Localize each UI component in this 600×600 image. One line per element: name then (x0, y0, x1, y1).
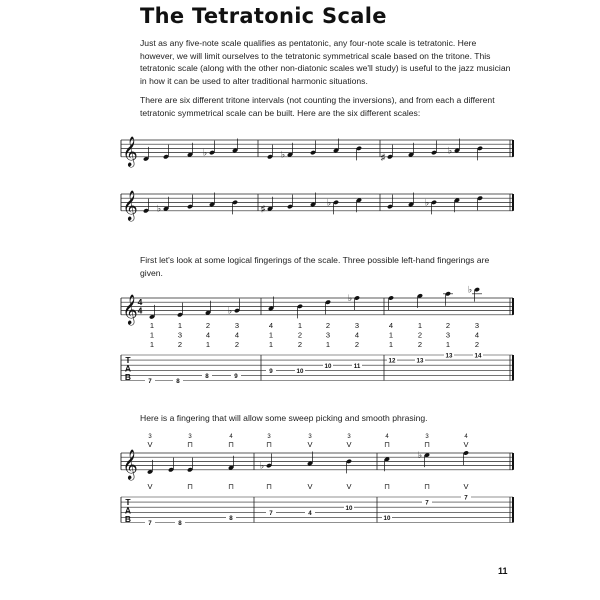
downstroke-mark: ⊓ (384, 482, 390, 491)
tab-fret-number: 13 (445, 352, 453, 360)
flat-sign: ♭ (259, 460, 265, 471)
finger-number: 3 (188, 434, 192, 440)
sharp-sign: ♯ (260, 203, 266, 214)
fingering-number: 1 (297, 321, 303, 330)
fingering-number: 3 (234, 321, 240, 330)
fingering-number: 1 (177, 321, 183, 330)
tab-fret-number: 10 (324, 362, 332, 370)
flat-sign: ♭ (326, 197, 332, 208)
tab-fret-number: 10 (345, 504, 353, 512)
upstroke-mark: V (307, 440, 313, 449)
flat-sign: ♭ (202, 147, 208, 158)
tab-fret-number: 9 (234, 373, 238, 380)
intro-paragraph: Just as any five-note scale qualifies as pentatonic, any four-note scale is tetratonic. Here however, we will limit ourselves to the tetratonic symmetrical scale based on the tritone. This tetratonic scale (along with the other non-diatonic scales we'll study) is useful to the jazz musician in how it can be used to alter traditional harmonic situations. (140, 38, 511, 86)
fingering-number: 2 (234, 340, 240, 349)
flat-sign: ♭ (447, 145, 453, 156)
flat-sign: ♭ (156, 203, 162, 214)
finger-number: 3 (267, 434, 271, 440)
tab-fret-number: 7 (464, 494, 468, 502)
tab-letter: A (124, 505, 132, 516)
page-number: 11 (498, 566, 508, 576)
tab-fret-number: 7 (269, 509, 273, 517)
flat-sign: ♭ (467, 284, 473, 295)
finger-number: 4 (229, 434, 233, 440)
tab-fret-number: 11 (353, 362, 361, 370)
tab-fret-number: 9 (269, 367, 273, 375)
finger-number: 3 (148, 434, 152, 440)
fingering-number: 2 (354, 340, 360, 349)
fingering-number: 1 (149, 340, 155, 349)
fingering-number: 4 (354, 330, 360, 340)
finger-number: 3 (425, 434, 429, 440)
tab-fret-number: 7 (425, 499, 429, 507)
fingering-number: 3 (177, 330, 183, 340)
six-scales-paragraph: There are six different tritone intervals (not counting the inversions), and from each a different tetratonic symmetrical scale can be built. Here are the six different scales: (140, 95, 495, 118)
tab-fret-number: 8 (178, 520, 182, 528)
finger-number: 3 (347, 434, 351, 440)
fingering-number: 4 (474, 330, 480, 340)
upstroke-mark: V (463, 482, 469, 491)
fingering-number: 4 (234, 330, 240, 340)
fingering-number: 2 (297, 340, 303, 349)
tab-fret-number: 4 (308, 509, 312, 517)
upstroke-mark: V (346, 482, 352, 491)
tab-fret-number: 13 (416, 357, 424, 365)
tab-letter: B (124, 514, 132, 524)
downstroke-mark: ⊓ (228, 482, 234, 491)
fingering-number: 2 (297, 330, 303, 340)
upstroke-mark: V (147, 482, 153, 491)
fingering-number: 3 (445, 330, 451, 340)
time-signature-top: 4 (137, 297, 143, 307)
fingering-number: 2 (417, 330, 423, 340)
fingering-number: 1 (268, 330, 274, 340)
treble-clef: 𝄞 (122, 189, 138, 220)
tab-fret-number: 8 (176, 378, 180, 386)
treble-clef: 𝄞 (122, 135, 138, 166)
fingering-number: 4 (388, 321, 394, 330)
flat-sign: ♭ (347, 293, 353, 303)
fingering-number: 3 (474, 321, 480, 330)
notation-layer (121, 136, 513, 527)
fingering-number: 1 (149, 321, 155, 330)
fingering-number: 2 (474, 340, 480, 349)
fingering-number: 1 (417, 321, 423, 330)
fingering-number: 3 (354, 321, 360, 330)
flat-sign: ♭ (424, 197, 430, 208)
tab-fret-number: 10 (383, 515, 391, 522)
tab-fret-number: 8 (229, 515, 233, 522)
fingering-number: 4 (205, 330, 211, 340)
fingering-number: 1 (445, 340, 451, 349)
fingering-number: 2 (417, 340, 423, 349)
fingerings-paragraph: First let's look at some logical fingerings of the scale. Three possible left-hand fingerings are given. (140, 255, 490, 278)
downstroke-mark: ⊓ (266, 440, 272, 449)
treble-clef: 𝄞 (122, 293, 138, 324)
finger-number: 4 (464, 434, 468, 440)
tab-fret-number: 10 (296, 367, 304, 375)
downstroke-mark: ⊓ (228, 440, 234, 449)
upstroke-mark: V (463, 440, 469, 449)
fingering-number: 1 (388, 340, 394, 349)
fingering-number: 1 (205, 340, 211, 349)
downstroke-mark: ⊓ (424, 482, 430, 491)
fingering-number: 1 (388, 330, 394, 340)
tab-fret-number: 8 (205, 373, 209, 380)
tab-letter: B (124, 372, 132, 382)
fingering-number: 3 (325, 330, 331, 340)
sharp-sign: ♯ (380, 151, 386, 162)
flat-sign: ♭ (280, 149, 286, 160)
tab-letter: T (125, 497, 131, 507)
fingering-number: 4 (268, 321, 274, 330)
downstroke-mark: ⊓ (187, 440, 193, 449)
time-signature-bottom: 4 (137, 305, 143, 316)
upstroke-mark: V (307, 482, 313, 491)
fingering-number: 2 (177, 340, 183, 349)
tab-fret-number: 12 (388, 357, 396, 365)
fingering-number: 2 (205, 321, 211, 330)
finger-number: 4 (385, 434, 389, 440)
downstroke-mark: ⊓ (187, 482, 193, 491)
flat-sign: ♭ (227, 305, 233, 316)
fingering-number: 2 (325, 321, 331, 330)
fingering-number: 1 (325, 340, 331, 349)
flat-sign: ♭ (417, 450, 423, 461)
downstroke-mark: ⊓ (384, 440, 390, 449)
downstroke-mark: ⊓ (424, 440, 430, 449)
page-title: The Tetratonic Scale (140, 4, 387, 28)
tab-fret-number: 7 (148, 520, 152, 528)
tab-letter: A (124, 363, 132, 374)
tab-letter: T (125, 355, 131, 365)
fingering-number: 1 (149, 330, 155, 340)
tab-fret-number: 7 (148, 378, 152, 386)
fingering-number: 2 (445, 321, 451, 330)
upstroke-mark: V (346, 440, 352, 449)
sweep-paragraph: Here is a fingering that will allow some sweep picking and smooth phrasing. (140, 413, 428, 423)
finger-number: 3 (308, 434, 312, 440)
tab-fret-number: 14 (474, 352, 482, 360)
treble-clef: 𝄞 (122, 448, 138, 479)
upstroke-mark: V (147, 440, 153, 449)
fingering-number: 1 (268, 340, 274, 349)
downstroke-mark: ⊓ (266, 482, 272, 491)
